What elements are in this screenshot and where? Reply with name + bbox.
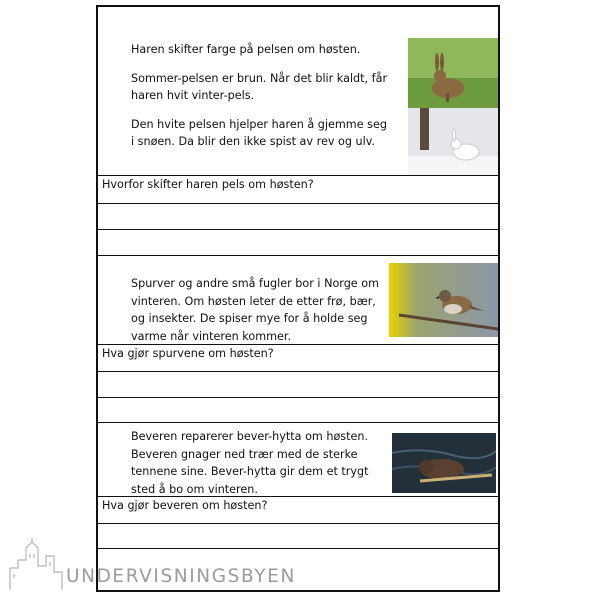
sparrow-photo: [389, 263, 498, 337]
hare-text: [131, 41, 393, 162]
beaver-answer-line-1[interactable]: [98, 523, 498, 524]
sparrow-answer-line-2[interactable]: [98, 397, 498, 398]
brand-name: UNDERVISNINGSBYEN: [66, 566, 296, 587]
hare-paragraph-1: Haren skifter farge på pelsen om høsten.: [131, 43, 361, 56]
hare-answer-line-2[interactable]: [98, 229, 498, 230]
hare-summer-photo: [408, 38, 498, 108]
hare-question-top-rule: [98, 175, 498, 176]
worksheet-page: [96, 5, 500, 592]
hare-paragraph-2: Sommer-pelsen er brun. Når det blir kaldt, får haren hvit vinter-pels.: [131, 71, 388, 102]
hare-answer-line-3[interactable]: [98, 255, 498, 256]
hare-winter-photo: [408, 108, 498, 176]
beaver-question-top-rule: [98, 496, 498, 497]
beaver-paragraph: Beveren reparerer bever-hytta om høsten. Beveren gnager ned trær med de sterke tennene sine. Bever-hytta gir dem et trygt sted å bo om vinteren.: [131, 430, 369, 496]
sparrow-paragraph: Spurver og andre små fugler bor i Norge om vinteren. Om høsten leter de etter frø, bær, og insekter. De spiser mye for å holde seg varme når vinteren kommer.: [131, 277, 379, 343]
hare-paragraph-3: Den hvite pelsen hjelper haren å gjemme seg i snøen. Da blir den ikke spist av rev og ulv.: [131, 117, 387, 148]
beaver-question: Hva gjør beveren om høsten?: [102, 499, 268, 512]
sparrow-answer-line-3[interactable]: [98, 422, 498, 423]
sparrow-question-top-rule: [98, 344, 498, 345]
hare-question: Hvorfor skifter haren pels om høsten?: [102, 178, 314, 191]
beaver-photo: [392, 433, 496, 493]
hare-answer-line-1[interactable]: [98, 203, 498, 204]
sparrow-question: Hva gjør spurvene om høsten?: [102, 347, 274, 360]
sparrow-answer-line-1[interactable]: [98, 371, 498, 372]
